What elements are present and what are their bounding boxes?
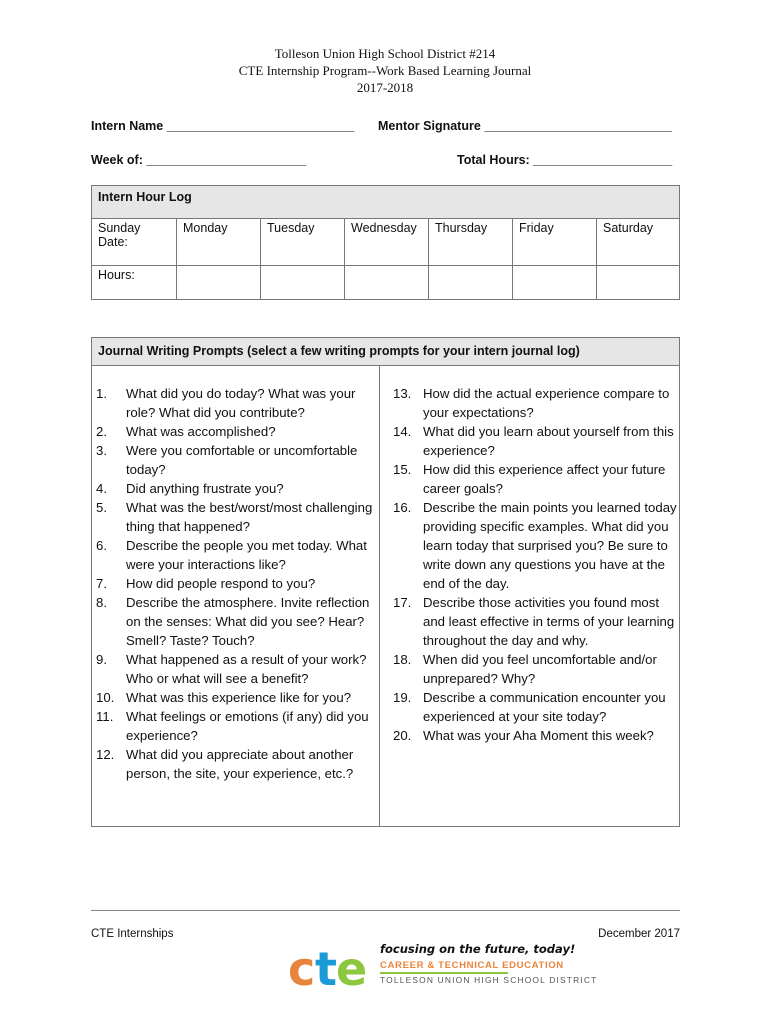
prompt-number: 12.: [96, 747, 115, 762]
prompt-item: [393, 498, 677, 593]
prompt-text: What was this experience like for you?: [126, 690, 352, 705]
prompt-number: 11.: [96, 709, 114, 724]
mentor-signature-field[interactable]: Mentor Signature ___________________________: [378, 119, 672, 133]
day-label: Wednesday: [351, 221, 417, 235]
prompt-text: What was your Aha Moment this week?: [423, 728, 654, 743]
prompt-number: 16.: [393, 500, 412, 515]
prompt-text: How did people respond to you?: [126, 576, 316, 591]
prompt-item: [393, 593, 677, 650]
day-cell-sunday[interactable]: [92, 219, 177, 266]
prompt-item: [393, 460, 677, 498]
journal-prompts-box: [91, 337, 680, 827]
prompt-item: [393, 650, 677, 688]
prompt-number: 20.: [393, 728, 412, 743]
prompt-text: What was accomplished?: [126, 424, 276, 439]
prompts-title: Journal Writing Prompts (select a few writing prompts for your intern journal log): [92, 338, 679, 366]
prompt-item: [96, 536, 378, 574]
logo-letter-e: e: [336, 942, 368, 993]
program-title: CTE Internship Program--Work Based Learning Journal: [238, 63, 532, 78]
prompt-number: 7.: [96, 576, 107, 591]
prompt-text: Were you comfortable or uncomfortable today?: [126, 443, 358, 477]
prompt-number: 8.: [96, 595, 107, 610]
hours-label: Hours:: [98, 268, 135, 282]
day-label: Thursday: [435, 221, 488, 235]
prompt-item: [96, 593, 378, 650]
day-cell-tuesday[interactable]: [261, 219, 345, 266]
prompt-text: Describe the atmosphere. Invite reflection on the senses: What did you see? Hear? Smell? Taste? Touch?: [126, 595, 370, 648]
district-title: Tolleson Union High School District #214: [274, 46, 496, 61]
day-label: Tuesday: [267, 221, 315, 235]
day-cell-saturday[interactable]: [597, 219, 680, 266]
prompt-text: Describe the people you met today. What were your interactions like?: [126, 538, 367, 572]
prompt-number: 13.: [393, 386, 412, 401]
logo-subtitle-career: CAREER & TECHNICAL EDUCATION: [380, 960, 564, 971]
hours-cell-tuesday[interactable]: [261, 266, 345, 300]
prompt-item: [96, 498, 378, 536]
total-hours-field[interactable]: Total Hours: ____________________: [457, 153, 673, 167]
week-of-field[interactable]: Week of: _______________________: [91, 153, 307, 167]
prompt-item: [96, 384, 378, 422]
prompt-item: [96, 422, 378, 441]
prompt-number: 15.: [393, 462, 412, 477]
day-label: Saturday: [603, 221, 654, 235]
prompt-item: [96, 688, 378, 707]
cte-logo-mark-icon: [288, 935, 378, 993]
prompt-text: What did you appreciate about another person, the site, your experience, etc.?: [126, 747, 354, 781]
day-label: Monday: [183, 221, 228, 235]
prompt-item: [393, 384, 677, 422]
prompt-item: [96, 745, 378, 783]
school-year: 2017-2018: [356, 80, 414, 95]
footer-divider: [91, 910, 680, 911]
prompt-item: [393, 726, 677, 745]
prompt-text: Describe the main points you learned today providing specific examples. What did you learn today that surprised you? Be sure to write down any questions you have at the end of the day.: [423, 500, 677, 591]
prompt-number: 3.: [96, 443, 107, 458]
prompt-item: [96, 479, 378, 498]
day-cell-wednesday[interactable]: [345, 219, 429, 266]
prompt-number: 2.: [96, 424, 107, 439]
prompt-text: What was the best/worst/most challenging thing that happened?: [126, 500, 373, 534]
day-label: Friday: [519, 221, 554, 235]
prompt-text: What did you learn about yourself from this experience?: [423, 424, 674, 458]
hours-cell-monday[interactable]: [177, 266, 261, 300]
prompt-number: 19.: [393, 690, 412, 705]
intern-name-field[interactable]: Intern Name ___________________________: [91, 119, 355, 133]
prompt-item: [393, 688, 677, 726]
prompt-text: What happened as a result of your work? Who or what will see a benefit?: [126, 652, 367, 686]
prompt-item: [96, 707, 378, 745]
logo-subtitle-district: TOLLESON UNION HIGH SCHOOL DISTRICT: [380, 975, 598, 985]
footer-left-text: CTE Internships: [91, 928, 174, 940]
hours-cell-sunday[interactable]: [92, 266, 177, 300]
prompt-number: 18.: [393, 652, 412, 667]
prompt-text: Did anything frustrate you?: [126, 481, 284, 496]
prompt-text: What did you do today? What was your role? What did you contribute?: [126, 386, 356, 420]
day-cell-thursday[interactable]: [429, 219, 513, 266]
hours-cell-thursday[interactable]: [429, 266, 513, 300]
prompt-item: [393, 422, 677, 460]
prompt-text: Describe a communication encounter you experienced at your site today?: [423, 690, 666, 724]
hours-cell-wednesday[interactable]: [345, 266, 429, 300]
prompt-number: 14.: [393, 424, 412, 439]
day-cell-monday[interactable]: [177, 219, 261, 266]
prompt-number: 10.: [96, 690, 115, 705]
hour-log-title: Intern Hour Log: [92, 186, 680, 219]
logo-letter-c: c: [288, 942, 316, 993]
prompt-number: 5.: [96, 500, 107, 515]
prompt-text: What feelings or emotions (if any) did you experience?: [126, 709, 369, 743]
intern-hour-log-table: [91, 185, 680, 300]
day-label: Sunday: [98, 221, 141, 235]
prompt-number: 4.: [96, 481, 107, 496]
prompt-number: 6.: [96, 538, 107, 553]
prompt-item: [96, 650, 378, 688]
date-label: Date:: [98, 235, 128, 249]
logo-bar: [380, 972, 508, 974]
prompt-number: 9.: [96, 652, 107, 667]
prompt-text: How did the actual experience compare to your expectations?: [423, 386, 670, 420]
prompt-text: How did this experience affect your future career goals?: [423, 462, 666, 496]
document-header: [0, 45, 770, 96]
prompt-text: Describe those activities you found most and least effective in terms of your learning throughout the day and why.: [423, 595, 675, 648]
prompt-number: 17.: [393, 595, 412, 610]
logo-tagline: focusing on the future, today!: [380, 942, 576, 956]
prompts-left-column: [96, 384, 378, 783]
footer-date: December 2017: [598, 928, 680, 940]
logo-letter-t: t: [315, 942, 337, 993]
day-cell-friday[interactable]: [513, 219, 597, 266]
hours-cell-saturday[interactable]: [597, 266, 680, 300]
cte-logo: [288, 935, 598, 993]
prompt-text: When did you feel uncomfortable and/or unprepared? Why?: [423, 652, 657, 686]
hours-cell-friday[interactable]: [513, 266, 597, 300]
column-divider: [379, 366, 380, 826]
prompt-item: [96, 574, 378, 593]
prompt-number: 1.: [96, 386, 107, 401]
prompts-right-column: [393, 384, 677, 745]
prompt-item: [96, 441, 378, 479]
